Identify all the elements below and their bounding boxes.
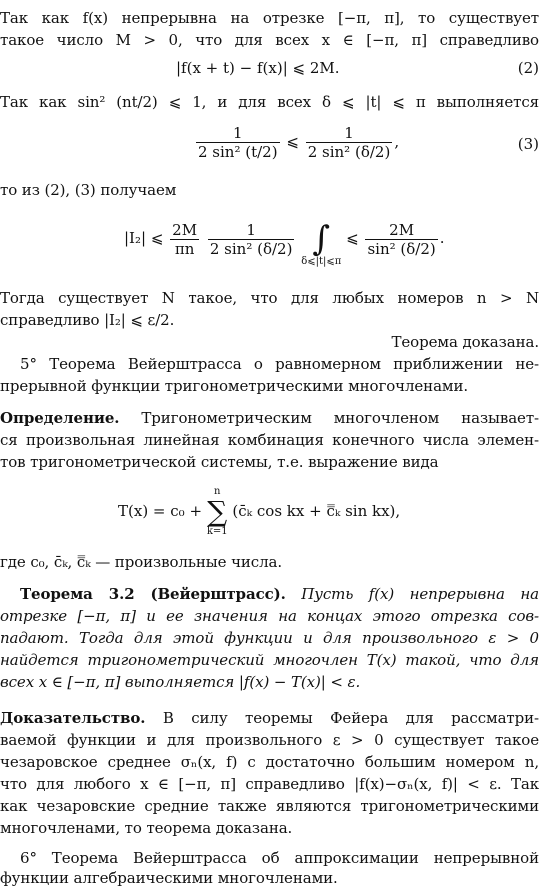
equation-4	[0, 208, 547, 278]
text-line: как чезаровские средние также являются тригонометрическими	[0, 797, 539, 815]
definition-label: Определение.	[0, 409, 120, 427]
text-line: Тогда существует N такое, что для любых номеров n > N	[0, 289, 539, 307]
equation-body: |f(x + t) − f(x)| ⩽ 2M.	[176, 59, 340, 77]
text-line: где c₀, c̄ₖ, c̿ₖ — произвольные числа.	[0, 553, 283, 571]
text-line: то из (2), (3) получаем	[0, 181, 177, 199]
section-heading: функции алгебраическими многочленами.	[0, 869, 338, 887]
equation-body: T(x) = c₀ + n ∑ k=1 (c̄ₖ cos kx + c̿ₖ sin kx),	[118, 486, 401, 537]
text-line: тов тригонометрической системы, т.е. выражение вида	[0, 453, 439, 471]
text-line: многочленами, то теорема доказана.	[0, 819, 293, 837]
qed-line: Теорема доказана.	[391, 333, 539, 351]
theorem-line: Теорема 3.2 (Вейерштрасс). Пусть f(x) непрерывна на	[20, 585, 539, 603]
text-line: падают. Тогда для этой функции и для произвольного ε > 0	[0, 629, 539, 647]
proof-label: Доказательство.	[0, 709, 146, 727]
text-line: ваемой функции и для произвольного ε > 0 существует такое	[0, 731, 539, 749]
equation-number: (3)	[517, 135, 539, 153]
equation-body: |I₂| ⩽ $\frac{2M}{\pi n}$ $\frac{1}{\text{2 sin² (δ/2)}}$ ∫ δ⩽|t|⩽π ⩽ $\frac{2M}{\text{sin² (δ/2)}}$ .	[124, 219, 445, 267]
text-line: чезаровское среднее σₙ(x, f) с достаточно большим номером n,	[0, 753, 539, 771]
text-line: ся произвольная линейная комбинация конечного числа элемен-	[0, 431, 539, 449]
proof-line: Доказательство. В силу теоремы Фейера для рассматри-	[0, 709, 539, 727]
text-line: справедливо |I₂| ⩽ ε/2.	[0, 311, 175, 329]
fraction: $\frac{1}{\text{2 sin² (t/2)}}$	[198, 124, 278, 161]
equation-5	[0, 482, 547, 544]
text-line: такое число M > 0, что для всех x ∈ [−π, π] справедливо	[0, 31, 539, 49]
summation: n ∑ k=1	[206, 486, 228, 537]
integral: ∫ δ⩽|t|⩽π	[301, 219, 342, 267]
section-heading: 6° Теорема Вейерштрасса об аппроксимации непрерывной	[20, 849, 539, 867]
equation-2	[0, 58, 547, 82]
text-line: Так как sin² (nt/2) ⩽ 1, и для всех δ ⩽ |t| ⩽ π выполняется	[0, 93, 539, 111]
theorem-label: Теорема 3.2 (Вейерштрасс).	[20, 585, 286, 603]
equation-3	[0, 122, 547, 168]
section-heading: 5° Теорема Вейерштрасса о равномерном приближении не-	[20, 355, 539, 373]
fraction: $\frac{1}{\text{2 sin² (δ/2)}}$	[307, 124, 391, 161]
definition-line: Определение. Тригонометрическим многочленом называет-	[0, 409, 539, 427]
text-line: всех x ∈ [−π, π] выполняется |f(x) − T(x)| < ε.	[0, 673, 361, 691]
text-line: что для любого x ∈ [−π, π] справедливо |f(x)−σₙ(x, f)| < ε. Так	[0, 775, 539, 793]
fraction: $\frac{1}{\text{2 sin² (δ/2)}}$	[209, 220, 293, 258]
section-heading: прерывной функции тригонометрическими многочленами.	[0, 377, 469, 395]
text-line: Так как f(x) непрерывна на отрезке [−π, π], то существует	[0, 9, 539, 27]
text-line: отрезке [−π, π] и ее значения на концах этого отрезка сов-	[0, 607, 539, 625]
fraction: $\frac{2M}{\text{sin² (δ/2)}}$	[367, 220, 436, 258]
equation-body: $\frac{1}{\text{2 sin² (t/2)}}$ ⩽ $\frac{1}{\text{2 sin² (δ/2)}}$ ,	[198, 124, 400, 161]
text-line: найдется тригонометрический многочлен T(x) такой, что для	[0, 651, 539, 669]
fraction: $\frac{2M}{\pi n}$	[172, 220, 198, 258]
equation-number: (2)	[517, 59, 539, 77]
